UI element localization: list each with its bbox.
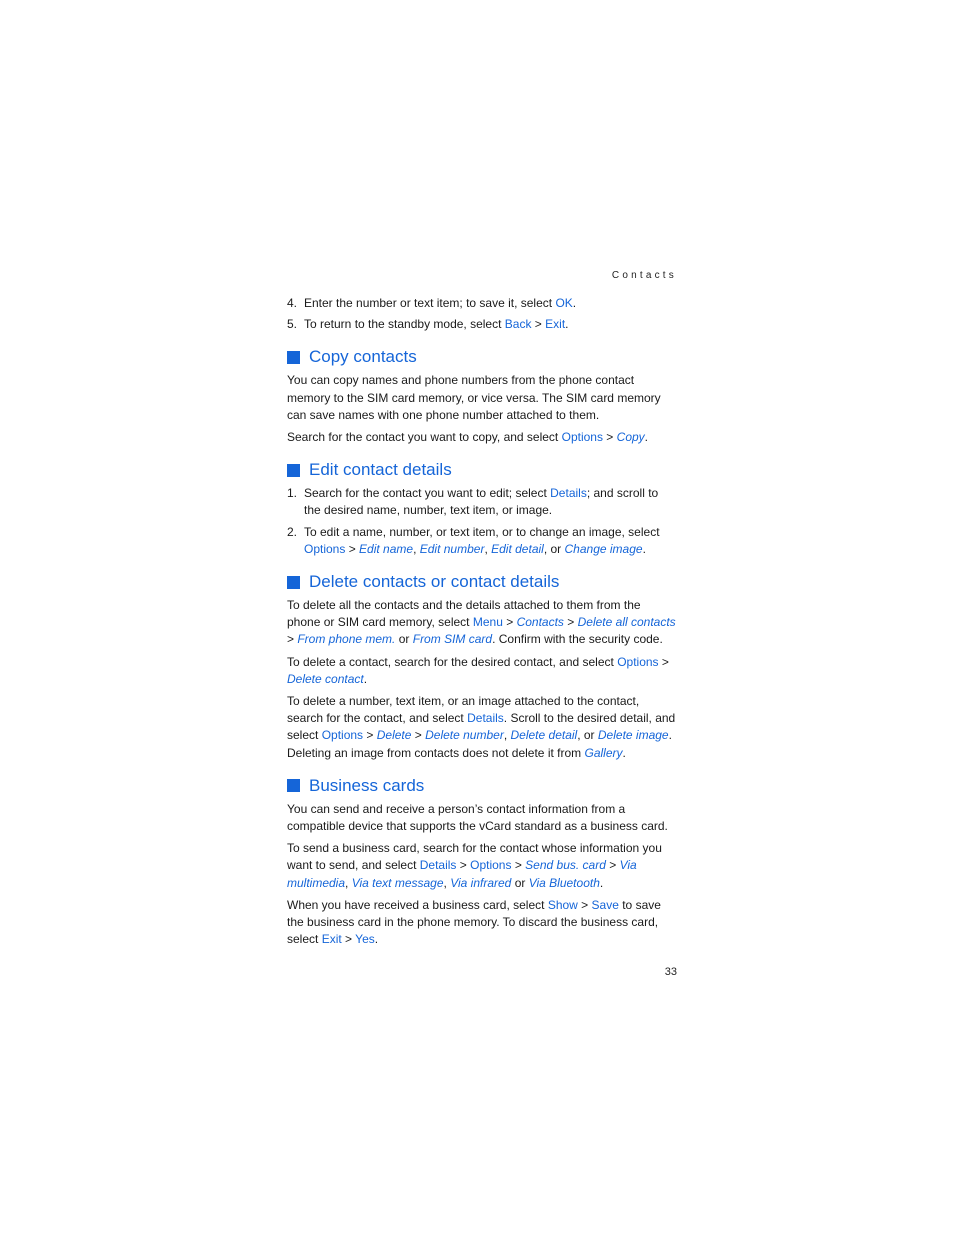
paragraph: You can copy names and phone numbers from the phone contact memory to the SIM card memory, or vice versa. The SIM card memory can save names with one phone number attached to them. (287, 373, 661, 422)
list-item: 1. Search for the contact you want to edit; select Details; and scroll to the desired name, number, text item, or image. (287, 486, 659, 518)
paragraph: You can send and receive a person’s contact information from a compatible device that supports the vCard standard as a business card. (287, 801, 668, 834)
softkey-exit: Exit (545, 317, 566, 332)
square-bullet-icon (287, 351, 300, 364)
softkey-back: Back (504, 317, 532, 332)
manual-page (287, 270, 677, 978)
section-heading-edit-contact-details: Edit contact details (287, 460, 677, 480)
list-item: 2. To edit a name, number, or text item, or to change an image, select Options > Edit name, Edit number, Edit detail, or Change image. (287, 524, 660, 556)
page-number: 33 (664, 966, 677, 979)
square-bullet-icon (287, 779, 300, 792)
softkey-ok: OK (555, 296, 573, 310)
section-heading-business-cards: Business cards (287, 776, 677, 796)
running-head: Contacts (611, 270, 677, 281)
paragraph: Search for the contact you want to copy, and select Options > Copy. (287, 430, 649, 445)
paragraph: To delete a contact, search for the desired contact, and select Options > Delete contact. (287, 654, 669, 686)
list-item: 4. Enter the number or text item; to save it, select OK. (287, 296, 577, 310)
section-heading-delete-contacts: Delete contacts or contact details (287, 572, 677, 592)
square-bullet-icon (287, 464, 300, 477)
paragraph: To delete all the contacts and the details attached to them from the phone or SIM card memory, select Menu > Contacts > Delete all contacts > From phone mem. or From SIM card. Confirm with the security code. (287, 598, 676, 647)
paragraph: To delete a number, text item, or an image attached to the contact, search for the contact, and select Details. Scroll to the desired detail, and select Options > Delete > Delete number, Delete detail, or Delete image. Deleting an image from contacts does not delete it from Gallery. (287, 694, 676, 760)
square-bullet-icon (287, 576, 300, 589)
list-item: 5. To return to the standby mode, select Back > Exit. (287, 317, 569, 332)
paragraph: To send a business card, search for the contact whose information you want to send, and select Details > Options > Send bus. card > Via multimedia, Via text message, Via infrared or Via Bluetooth. (287, 841, 662, 890)
section-heading-copy-contacts: Copy contacts (287, 347, 677, 367)
paragraph: When you have received a business card, select Show > Save to save the business card in the phone memory. To discard the business card, select Exit > Yes. (287, 897, 661, 947)
